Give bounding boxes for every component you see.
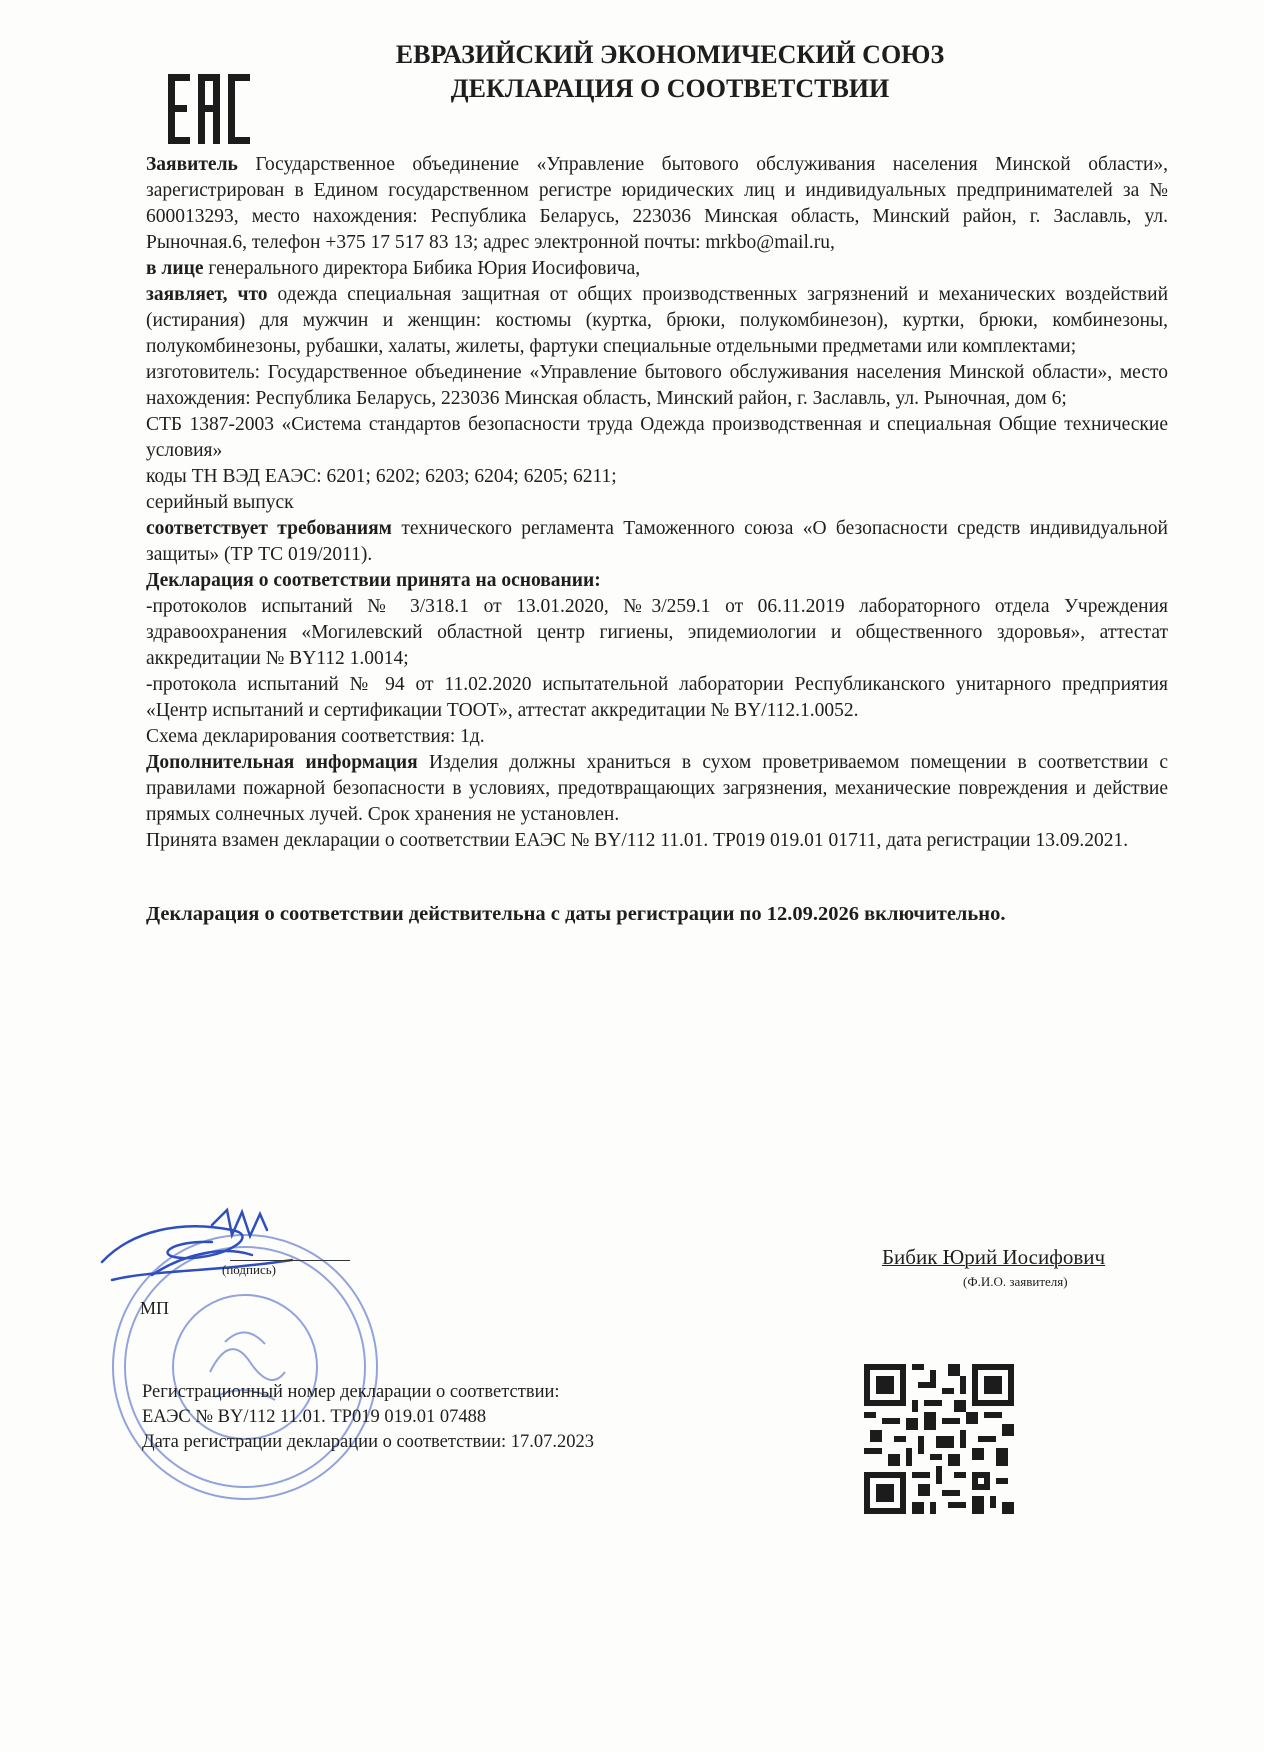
seal-placeholder: МП xyxy=(140,1298,170,1318)
applicant-text: Государственное объединение «Управление бытового обслуживания населения Минской области», зарегистрирован в Едином государственном регистре юридических лиц и индивидуальных предпринимателей за № 600013293, место нахождения: Республика Беларусь, 223036 Минская область, Минский район, г. Заславль, ул. Рыночная.6, телефон +375 17 517 83 13; адрес электронной почты: mrkbo@mail.ru, xyxy=(146,154,1168,253)
document-header xyxy=(290,38,1050,106)
applicant-paragraph xyxy=(146,152,1168,256)
additional-paragraph xyxy=(146,750,1168,828)
conformity-paragraph xyxy=(146,516,1168,568)
registration-date: Дата регистрации декларации о соответствии: 17.07.2023 xyxy=(142,1432,595,1452)
applicant-label: Заявитель xyxy=(146,154,238,175)
scheme-paragraph: Схема декларирования соответствия: 1д. xyxy=(146,726,485,747)
basis-item: -протокола испытаний № 94 от 11.02.2020 испытательной лаборатории Республиканского унитарного предприятия «Центр испытаний и сертификации ТООТ», аттестат аккредитации № BY/112.1.0052. xyxy=(146,674,1168,721)
representative-label: в лице xyxy=(146,258,204,279)
signature-line xyxy=(230,1260,350,1261)
registration-number: ЕАЭС № BY/112 11.01. ТР019 019.01 07488 xyxy=(142,1407,487,1427)
codes-paragraph: коды ТН ВЭД ЕАЭС: 6201; 6202; 6203; 6204; 6205; 6211; xyxy=(146,466,617,487)
validity-paragraph: Декларация о соответствии действительна с даты регистрации по 12.09.2026 включительно. xyxy=(146,903,1006,925)
representative-text: генерального директора Бибика Юрия Иосифовича, xyxy=(208,258,641,279)
conformity-label: соответствует требованиям xyxy=(146,518,392,539)
standard-paragraph: СТБ 1387-2003 «Система стандартов безопасности труда Одежда производственная и специальная Общие технические условия» xyxy=(146,414,1168,461)
declares-label: заявляет, что xyxy=(146,284,268,305)
additional-text: Изделия должны храниться в сухом проветриваемом помещении в соответствии с правилами пожарной безопасности в условиях, предотвращающих загрязнения, механические повреждения и действие прямых солнечных лучей. Срок хранения не установлен. xyxy=(146,752,1169,825)
signature-caption: (подпись) xyxy=(222,1262,276,1277)
eac-logo xyxy=(168,72,252,146)
registration-block xyxy=(142,1380,594,1455)
basis-heading xyxy=(146,568,1168,594)
registration-label: Регистрационный номер декларации о соответствии: xyxy=(142,1382,560,1402)
document-title: ДЕКЛАРАЦИЯ О СООТВЕТСТВИИ xyxy=(450,74,890,103)
applicant-name: Бибик Юрий Иосифович xyxy=(882,1245,1106,1269)
conformity-text: технического регламента Таможенного союза «О безопасности средств индивидуальной защиты» (ТР ТС 019/2011). xyxy=(146,518,1168,565)
qr-code[interactable] xyxy=(864,1364,1014,1514)
additional-label: Дополнительная информация xyxy=(146,752,418,773)
replaces-paragraph: Принята взамен декларации о соответствии ЕАЭС № BY/112 11.01. ТР019 019.01 01711, дата регистрации 13.09.2021. xyxy=(146,830,1129,851)
declaration-body xyxy=(146,152,1168,928)
manufacturer-paragraph: изготовитель: Государственное объединение «Управление бытового обслуживания населения Минской области», место нахождения: Республика Беларусь, 223036 Минская область, Минский район, г. Заславль, ул. Рыночная, дом 6; xyxy=(146,362,1168,409)
applicant-name-caption: (Ф.И.О. заявителя) xyxy=(963,1274,1068,1289)
handwritten-signature xyxy=(92,1200,332,1290)
declares-text: одежда специальная защитная от общих производственных загрязнений и механических воздействий (истирания) для мужчин и женщин: костюмы (куртка, брюки, полукомбинезон), куртки, брюки, комбинезоны, полукомбинезоны, рубашки, халаты, жилеты, фартуки специальные отдельными предметами или комплектами; xyxy=(146,284,1169,357)
declares-paragraph xyxy=(146,282,1168,360)
representative-paragraph xyxy=(146,256,1168,282)
basis-item: -протоколов испытаний № 3/318.1 от 13.01.2020, №3/259.1 от 06.11.2019 лабораторного отдела Учреждения здравоохранения «Могилевский областной центр гигиены, эпидемиологии и общественного здоровья», аттестат аккредитации № BY112 1.0014; xyxy=(146,596,1168,669)
production-paragraph: серийный выпуск xyxy=(146,492,294,513)
basis-heading-text: Декларация о соответствии принята на основании: xyxy=(146,570,601,591)
union-title: ЕВРАЗИЙСКИЙ ЭКОНОМИЧЕСКИЙ СОЮЗ xyxy=(395,40,945,69)
